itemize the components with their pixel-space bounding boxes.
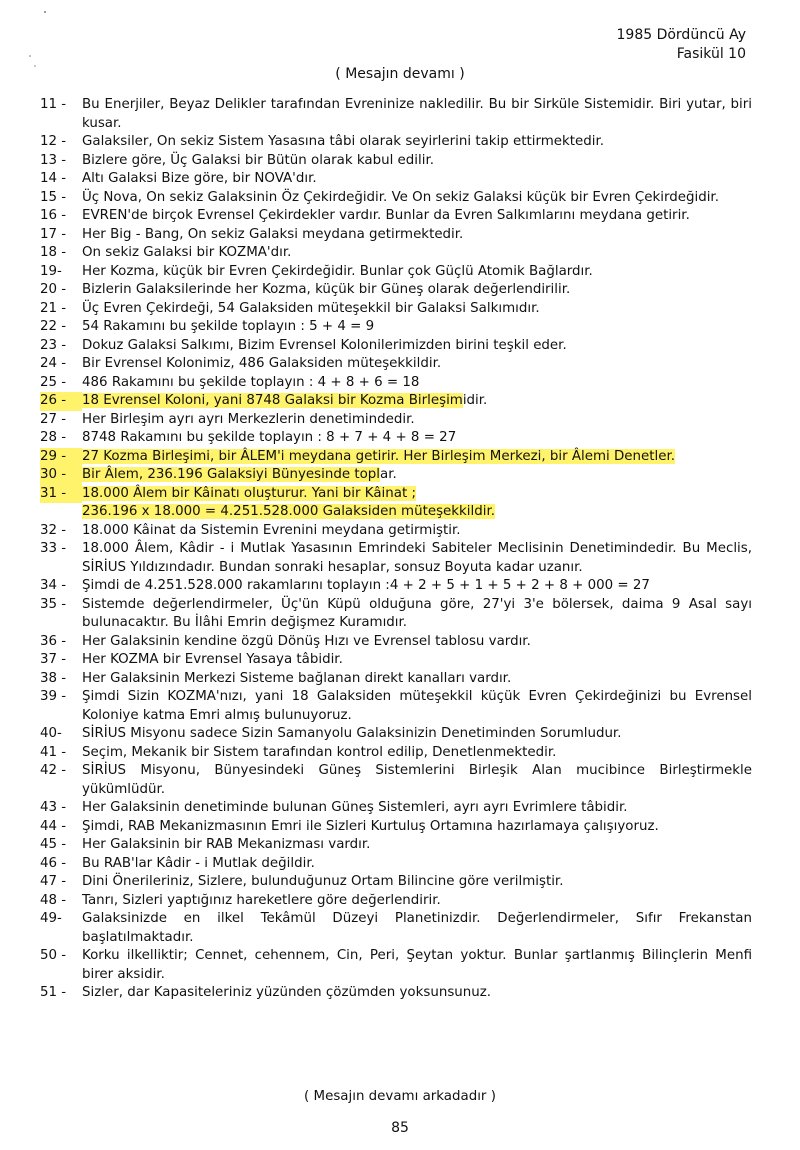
list-item <box>40 596 752 633</box>
item-text: 8748 Rakamını bu şekilde toplayın : 8 + 7 + 4 + 8 = 27 <box>82 430 457 445</box>
list-item <box>40 725 752 744</box>
item-number: 33 - <box>40 541 67 556</box>
list-item <box>40 189 752 208</box>
item-number: 14 - <box>40 171 67 186</box>
item-text: 486 Rakamını bu şekilde toplayın : 4 + 8 + 6 = 18 <box>82 374 420 390</box>
item-text: Bir Evrensel Kolonimiz, 486 Galaksiden müteşekkildir. <box>82 356 442 371</box>
item-number: 36 - <box>40 633 67 649</box>
item-number: 13 - <box>40 152 67 168</box>
item-number: 44 - <box>40 818 67 834</box>
continuation-bottom: ( Mesajın devamı arkadadır ) <box>304 1089 496 1104</box>
item-number: 49- <box>40 911 62 926</box>
item-text: Üç Evren Çekirdeği, 54 Galaksiden müteşekkil bir Galaksi Salkımıdır. <box>82 300 540 316</box>
list-item <box>40 540 752 577</box>
list-item <box>40 300 752 319</box>
item-number: 39 - <box>40 689 67 704</box>
item-number: 22 - <box>40 319 67 334</box>
item-number: 50 - <box>40 948 67 963</box>
item-number: 34 - <box>40 578 67 593</box>
page-header <box>617 26 747 64</box>
item-number: 35 - <box>40 596 67 612</box>
item-text: 18.000 Âlem bir Kâinatı oluşturur. Yani bir Kâinat ; 236.196 x 18.000 = 4.251.528.000 Galaksiden müteşekkildir. <box>82 485 495 519</box>
page-number: 85 <box>391 1120 409 1136</box>
item-text: Dini Önerileriniz, Sizlere, bulunduğunuz Ortam Bilincine göre verilmiştir. <box>82 874 564 889</box>
list-item <box>40 429 752 448</box>
item-number: 12 - <box>40 134 67 149</box>
item-number: 20 - <box>40 282 67 297</box>
item-text: Bu Enerjiler, Beyaz Delikler tarafından Evreninize nakledilir. Bu bir Sirküle Sistemidir. Biri yutar, biri kusar. <box>82 97 752 131</box>
item-text: Korku ilkelliktir; Cennet, cehennem, Cin, Peri, Şeytan yoktur. Bunlar şartlanmış Bilinçlerin Menfi birer aksidir. <box>82 948 752 982</box>
list-item <box>40 226 752 245</box>
item-number: 17 - <box>40 226 67 242</box>
item-text: Her Big - Bang, On sekiz Galaksi meydana getirmektedir. <box>82 226 464 242</box>
list-item <box>40 892 752 911</box>
item-number: 47 - <box>40 874 67 889</box>
list-item <box>40 485 752 522</box>
list-item <box>40 355 752 374</box>
item-number: 27 - <box>40 411 67 427</box>
item-text: Her Galaksinin denetiminde bulunan Güneş Sistemleri, ayrı ayrı Evrimlere tâbidir. <box>82 800 628 815</box>
item-number: 25 - <box>40 374 67 390</box>
item-text: Sistemde değerlendirmeler, Üç'ün Küpü olduğuna göre, 27'yi 3'e bölersek, daima 9 Asal sayı bulunacaktır. Bu İlâhi Emrin değişmez Kuramıdır. <box>82 596 752 630</box>
item-number: 19- <box>40 263 62 279</box>
list-item <box>40 522 752 541</box>
item-number: 21 - <box>40 300 67 316</box>
item-text: Tanrı, Sizleri yaptığınız hareketlere göre değerlendirir. <box>82 892 441 908</box>
list-item <box>40 281 752 300</box>
item-text: SİRİUS Misyonu, Bünyesindeki Güneş Sistemlerini Birleşik Alan mucibince Birleştirmekle yükümlüdür. <box>82 763 752 797</box>
item-text: 27 Kozma Birleşimi, bir ÂLEM'i meydana getirir. Her Birleşim Merkezi, bir Âlemi Denetler. <box>82 448 675 464</box>
item-text: On sekiz Galaksi bir KOZMA'dır. <box>82 245 292 260</box>
item-text: Şimdi de 4.251.528.000 rakamlarını toplayın :4 + 2 + 5 + 1 + 5 + 2 + 8 + 000 = 27 <box>82 578 650 593</box>
list-item <box>40 910 752 947</box>
item-text: 54 Rakamını bu şekilde toplayın : 5 + 4 = 9 <box>82 319 375 334</box>
item-number: 32 - <box>40 522 67 538</box>
item-text: Bir Âlem, 236.196 Galaksiyi Bünyesinde toplar. <box>82 467 397 482</box>
list-item <box>40 374 752 393</box>
continuation-top: ( Mesajın devamı ) <box>335 66 465 82</box>
item-text: Her Birleşim ayrı ayrı Merkezlerin denetimindedir. <box>82 411 415 427</box>
list-item <box>40 133 752 152</box>
list-item <box>40 337 752 356</box>
item-text: Her Kozma, küçük bir Evren Çekirdeğidir. Bunlar çok Güçlü Atomik Bağlardır. <box>82 263 593 279</box>
item-number: 29 - <box>40 448 82 467</box>
item-number: 26 - <box>40 392 82 411</box>
item-number: 16 - <box>40 208 67 223</box>
list-item <box>40 411 752 430</box>
item-number: 15 - <box>40 189 67 205</box>
item-text: 18 Evrensel Koloni, yani 8748 Galaksi bir Kozma Birleşimidir. <box>82 393 488 408</box>
list-item <box>40 688 752 725</box>
item-text: Üç Nova, On sekiz Galaksinin Öz Çekirdeğidir. Ve On sekiz Galaksi küçük bir Evren Çekirdeğidir. <box>82 189 719 205</box>
item-number: 41 - <box>40 744 67 760</box>
list-item <box>40 392 752 411</box>
item-number: 11 - <box>40 97 67 112</box>
message-items-list <box>40 96 752 1003</box>
item-number: 24 - <box>40 356 67 371</box>
item-text: Her Galaksinin kendine özgü Dönüş Hızı ve Evrensel tablosu vardır. <box>82 633 531 649</box>
item-text: 18.000 Kâinat da Sistemin Evrenini meydana getirmiştir. <box>82 522 461 538</box>
item-number: 51 - <box>40 985 67 1000</box>
list-item <box>40 152 752 171</box>
item-number: 31 - <box>40 485 82 504</box>
item-number: 48 - <box>40 892 67 908</box>
header-fascicle: Fasikül 10 <box>676 46 746 62</box>
item-number: 30 - <box>40 466 82 485</box>
item-number: 42 - <box>40 763 67 778</box>
list-item <box>40 170 752 189</box>
list-item <box>40 466 752 485</box>
item-number: 37 - <box>40 652 67 667</box>
list-item <box>40 96 752 133</box>
list-item <box>40 947 752 984</box>
item-number: 38 - <box>40 670 67 686</box>
header-title: 1985 Dördüncü Ay <box>616 27 746 43</box>
list-item <box>40 873 752 892</box>
list-item <box>40 244 752 263</box>
list-item <box>40 799 752 818</box>
list-item <box>40 448 752 467</box>
item-text: SİRİUS Misyonu sadece Sizin Samanyolu Galaksinizin Denetiminden Sorumludur. <box>82 726 622 741</box>
item-text: Seçim, Mekanik bir Sistem tarafından kontrol edilip, Denetlenmektedir. <box>82 744 557 760</box>
item-number: 46 - <box>40 855 67 871</box>
item-text: Galaksinizde en ilkel Tekâmül Düzeyi Planetinizdir. Değerlendirmeler, Sıfır Frekanstan başlatılmaktadır. <box>82 911 752 945</box>
item-number: 23 - <box>40 337 67 353</box>
item-text: Şimdi Sizin KOZMA'nızı, yani 18 Galaksiden müteşekkil küçük Evren Çekirdeğinizi bu Evrensel Koloniye katma Emri almış bulunuyoruz. <box>82 689 752 723</box>
item-text: Bu RAB'lar Kâdir - i Mutlak değildir. <box>82 855 315 871</box>
list-item <box>40 836 752 855</box>
item-text: 18.000 Âlem, Kâdir - i Mutlak Yasasının Emrindeki Sabiteler Meclisinin Denetimindedir. Bu Meclis, SİRİUS Yıldızındadır. Bundan sonraki hesaplar, sonsuz Boyuta kadar uzanır. <box>82 541 752 575</box>
item-text: Şimdi, RAB Mekanizmasının Emri ile Sizleri Kurtuluş Ortamına hazırlamaya çalışıyoruz. <box>82 818 659 834</box>
item-text: Dokuz Galaksi Salkımı, Bizim Evrensel Kolonilerimizden birini teşkil eder. <box>82 337 567 353</box>
item-text: Her Galaksinin bir RAB Mekanizması vardır. <box>82 837 371 852</box>
list-item <box>40 984 752 1003</box>
list-item <box>40 744 752 763</box>
list-item <box>40 633 752 652</box>
item-text: Her KOZMA bir Evrensel Yasaya tâbidir. <box>82 652 343 667</box>
list-item <box>40 818 752 837</box>
list-item <box>40 762 752 799</box>
item-number: 18 - <box>40 245 67 260</box>
item-number: 28 - <box>40 430 67 445</box>
item-text: Galaksiler, On sekiz Sistem Yasasına tâbi olarak seyirlerini takip ettirmektedir. <box>82 134 605 149</box>
item-text: Altı Galaksi Bize göre, bir NOVA'dır. <box>82 171 317 186</box>
item-text: Bizlere göre, Üç Galaksi bir Bütün olarak kabul edilir. <box>82 152 434 168</box>
item-number: 43 - <box>40 800 67 815</box>
list-item <box>40 263 752 282</box>
item-number: 40- <box>40 726 62 741</box>
item-text: EVREN'de birçok Evrensel Çekirdekler vardır. Bunlar da Evren Salkımlarını meydana getirir. <box>82 208 690 223</box>
list-item <box>40 207 752 226</box>
item-text: Her Galaksinin Merkezi Sisteme bağlanan direkt kanalları vardır. <box>82 670 512 686</box>
item-text: Sizler, dar Kapasiteleriniz yüzünden çözümden yoksunsunuz. <box>82 985 492 1000</box>
list-item <box>40 670 752 689</box>
list-item <box>40 651 752 670</box>
list-item <box>40 577 752 596</box>
list-item <box>40 855 752 874</box>
item-text: Bizlerin Galaksilerinde her Kozma, küçük bir Güneş olarak değerlendirilir. <box>82 282 571 297</box>
item-number: 45 - <box>40 837 67 852</box>
list-item <box>40 318 752 337</box>
